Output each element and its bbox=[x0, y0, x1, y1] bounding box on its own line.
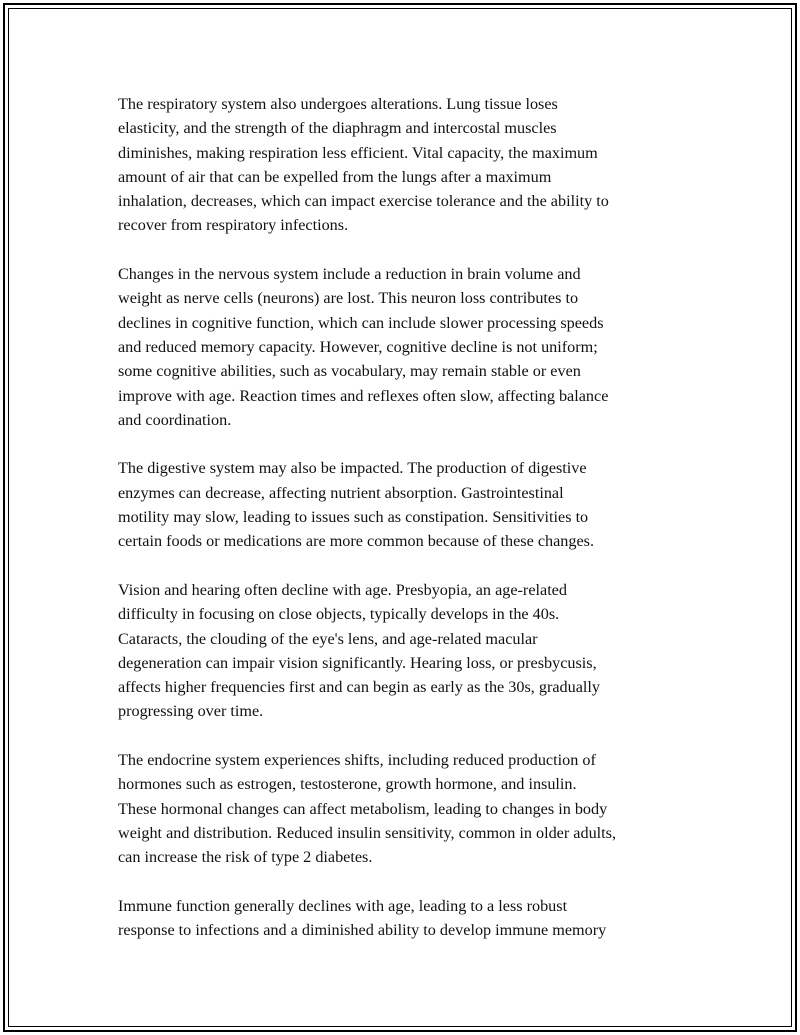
text-line: Cataracts, the clouding of the eye's lens, and age-related macular bbox=[118, 629, 538, 648]
text-line: hormones such as estrogen, testosterone, growth hormone, and insulin. bbox=[118, 775, 577, 794]
text-line: progressing over time. bbox=[118, 702, 264, 721]
text-line: Immune function generally declines with age, leading to a less robust bbox=[118, 896, 568, 915]
paragraph-nervous bbox=[118, 262, 690, 432]
text-line: difficulty in focusing on close objects, typically develops in the 40s. bbox=[118, 605, 560, 624]
text-line: affects higher frequencies first and can begin as early as the 30s, gradually bbox=[118, 678, 600, 697]
text-line: diminishes, making respiration less efficient. Vital capacity, the maximum bbox=[118, 143, 598, 162]
text-line: degeneration can impair vision significantly. Hearing loss, or presbycusis, bbox=[118, 653, 597, 672]
text-line: response to infections and a diminished ability to develop immune memory bbox=[118, 921, 607, 940]
text-line: can increase the risk of type 2 diabetes. bbox=[118, 848, 373, 867]
text-line: inhalation, decreases, which can impact exercise tolerance and the ability to bbox=[118, 192, 609, 211]
text-line: recover from respiratory infections. bbox=[118, 216, 349, 235]
text-line: These hormonal changes can affect metabolism, leading to changes in body bbox=[118, 799, 608, 818]
text-line: elasticity, and the strength of the diaphragm and intercostal muscles bbox=[118, 119, 557, 138]
paragraph-digestive bbox=[118, 456, 690, 553]
text-line: improve with age. Reaction times and reflexes often slow, affecting balance bbox=[118, 386, 609, 405]
text-line: some cognitive abilities, such as vocabulary, may remain stable or even bbox=[118, 362, 581, 381]
text-line: amount of air that can be expelled from the lungs after a maximum bbox=[118, 167, 552, 186]
text-line: The endocrine system experiences shifts, including reduced production of bbox=[118, 751, 596, 770]
text-line: enzymes can decrease, affecting nutrient absorption. Gastrointestinal bbox=[118, 483, 564, 502]
text-line: The digestive system may also be impacted. The production of digestive bbox=[118, 459, 587, 478]
document-body bbox=[118, 92, 690, 967]
text-line: certain foods or medications are more common because of these changes. bbox=[118, 532, 594, 551]
text-line: declines in cognitive function, which can include slower processing speeds bbox=[118, 313, 604, 332]
text-line: and coordination. bbox=[118, 410, 232, 429]
paragraph-endocrine bbox=[118, 748, 690, 869]
paragraph-respiratory bbox=[118, 92, 690, 238]
text-line: weight and distribution. Reduced insulin sensitivity, common in older adults, bbox=[118, 823, 617, 842]
text-line: weight as nerve cells (neurons) are lost. This neuron loss contributes to bbox=[118, 289, 579, 308]
paragraph-vision-hearing bbox=[118, 578, 690, 724]
paragraph-immune bbox=[118, 894, 690, 943]
text-line: Changes in the nervous system include a reduction in brain volume and bbox=[118, 265, 581, 284]
text-line: motility may slow, leading to issues such as constipation. Sensitivities to bbox=[118, 508, 589, 527]
text-line: The respiratory system also undergoes alterations. Lung tissue loses bbox=[118, 95, 558, 113]
text-line: and reduced memory capacity. However, cognitive decline is not uniform; bbox=[118, 337, 598, 356]
text-line: Vision and hearing often decline with age. Presbyopia, an age-related bbox=[118, 580, 567, 599]
